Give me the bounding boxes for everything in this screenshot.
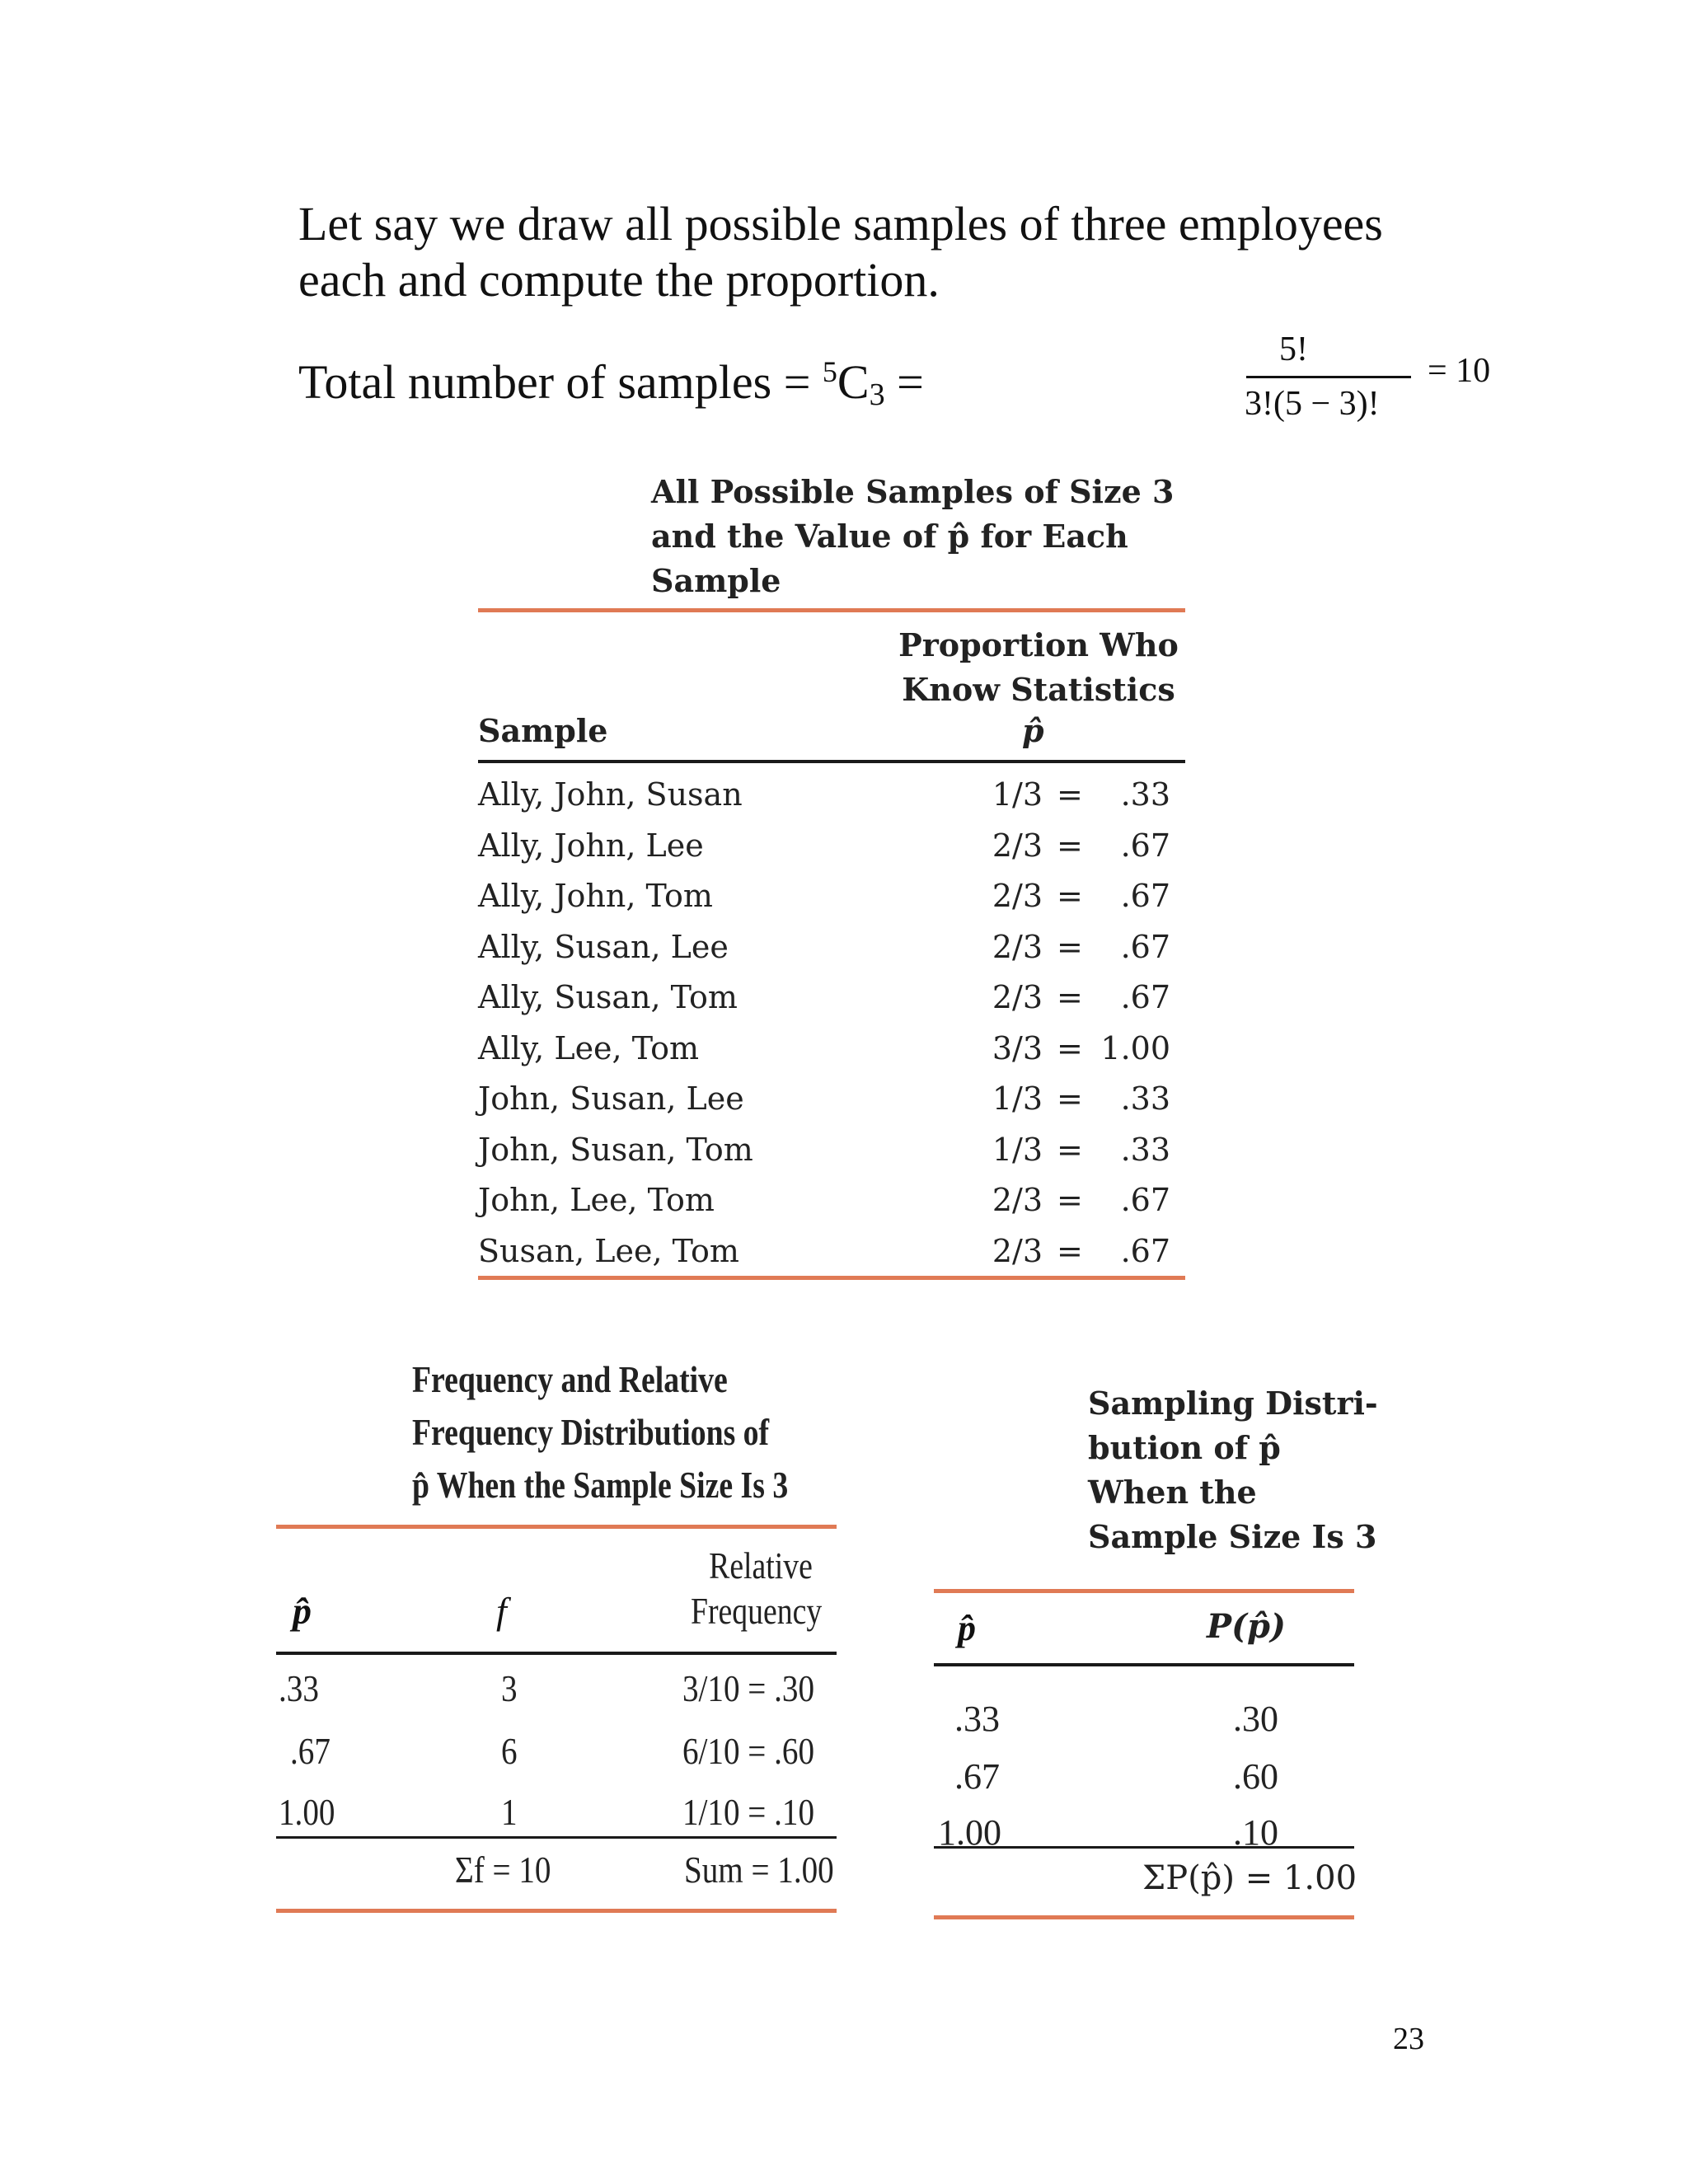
table3-top-rule	[934, 1589, 1354, 1593]
equals-cell: =	[1057, 827, 1083, 864]
sample-cell: Ally, Lee, Tom	[478, 1029, 700, 1066]
table1-header-phat: p̂	[1022, 712, 1044, 749]
fraction-cell: 2/3	[992, 827, 1043, 864]
fraction-cell: 1/3	[992, 1080, 1043, 1117]
fraction-cell: 2/3	[992, 878, 1043, 914]
equals-cell: =	[1057, 1080, 1083, 1117]
formula-lhs-text: Total number of samples =	[298, 355, 823, 409]
page-number: 23	[1393, 2022, 1424, 2056]
table3-sum: ΣP(p̂) = 1.00	[1142, 1859, 1357, 1897]
equals-cell: =	[1057, 979, 1083, 1015]
sample-cell: Susan, Lee, Tom	[478, 1232, 739, 1269]
fraction-cell: 2/3	[992, 1182, 1043, 1218]
fraction-cell: 2/3	[992, 979, 1043, 1015]
table3-p-cell: .60	[1233, 1756, 1278, 1797]
value-cell: 1.00	[1100, 1029, 1170, 1066]
equals-cell: =	[1057, 776, 1083, 813]
sample-cell: Ally, John, Tom	[478, 878, 713, 914]
table3-phat-cell: .33	[954, 1699, 1000, 1739]
combination-formula	[298, 330, 1491, 445]
value-cell: .67	[1120, 928, 1170, 965]
table3-caption: Sampling Distri-bution of p̂ When the Sample Size Is 3	[1088, 1385, 1378, 1555]
table3-phat-cell: 1.00	[938, 1812, 1001, 1853]
table2-header-relative: Relative	[709, 1544, 813, 1586]
table3-header-probability: P(p̂)	[1207, 1607, 1286, 1646]
table2-f-cell: 1	[501, 1791, 518, 1833]
table2-header-rule	[276, 1652, 837, 1655]
equals-cell: =	[1057, 1131, 1083, 1168]
table3-header-phat: p̂	[958, 1608, 976, 1648]
equals-cell: =	[1057, 1182, 1083, 1218]
table-row	[478, 1125, 1185, 1176]
sample-cell: Ally, Susan, Lee	[478, 928, 729, 965]
value-cell: .67	[1120, 1182, 1170, 1218]
value-cell: .33	[1120, 776, 1170, 813]
formula-denominator: 3!(5 − 3)!	[1245, 385, 1380, 423]
table3-bottom-rule	[934, 1915, 1354, 1919]
table2-sum-rule	[276, 1836, 837, 1839]
formula-equals: =	[884, 355, 924, 409]
table-row	[478, 770, 1185, 821]
value-cell: .67	[1120, 1232, 1170, 1269]
sample-cell: Ally, Susan, Tom	[478, 979, 738, 1015]
table1-header-proportion: Proportion Who Know Statistics	[898, 626, 1179, 708]
table1-header-rule	[478, 760, 1185, 763]
table1-bottom-rule	[478, 1276, 1185, 1280]
table2-phat-cell: .33	[279, 1667, 319, 1709]
fraction-cell: 1/3	[992, 776, 1043, 813]
sample-cell: John, Susan, Lee	[478, 1080, 744, 1117]
table1-top-rule	[478, 608, 1185, 612]
value-cell: .67	[1120, 878, 1170, 914]
formula-base: C	[837, 355, 870, 409]
formula-numerator: 5!	[1279, 330, 1308, 368]
table-row	[478, 1074, 1185, 1125]
equals-cell: =	[1057, 1029, 1083, 1066]
formula-result: = 10	[1428, 352, 1491, 390]
intro-paragraph: Let say we draw all possible samples of three employees each and compute the proportion.	[298, 197, 1383, 307]
table2-bottom-rule	[276, 1909, 837, 1913]
value-cell: .33	[1120, 1131, 1170, 1168]
table2-header-f: f	[496, 1590, 507, 1632]
fraction-cell: 3/3	[992, 1029, 1043, 1066]
equals-cell: =	[1057, 878, 1083, 914]
formula-fraction-bar	[1246, 376, 1411, 378]
table2-phat-cell: .67	[290, 1730, 331, 1772]
table1-header-sample: Sample	[478, 712, 608, 749]
table3-sum-rule	[934, 1846, 1354, 1849]
value-cell: .33	[1120, 1080, 1170, 1117]
value-cell: .67	[1120, 979, 1170, 1015]
table-row	[478, 1175, 1185, 1226]
value-cell: .67	[1120, 827, 1170, 864]
table3-header-rule	[934, 1663, 1354, 1666]
table1-body	[478, 770, 1185, 1277]
sample-cell: John, Susan, Tom	[478, 1131, 753, 1168]
sample-cell: John, Lee, Tom	[478, 1182, 715, 1218]
table-row	[478, 922, 1185, 973]
table-row	[478, 1226, 1185, 1277]
table2-f-cell: 3	[501, 1667, 518, 1709]
table2-sum-f: Σf = 10	[455, 1849, 551, 1891]
fraction-cell: 2/3	[992, 1232, 1043, 1269]
fraction-cell: 2/3	[992, 928, 1043, 965]
table-row	[478, 1024, 1185, 1075]
table3-p-cell: .30	[1233, 1699, 1278, 1739]
equals-cell: =	[1057, 1232, 1083, 1269]
table2-sum-rel: Sum = 1.00	[684, 1849, 834, 1891]
sample-cell: Ally, John, Lee	[478, 827, 704, 864]
table2-phat-cell: 1.00	[279, 1791, 335, 1833]
fraction-cell: 1/3	[992, 1131, 1043, 1168]
table2-f-cell: 6	[501, 1730, 518, 1772]
table3-p-cell: .10	[1233, 1812, 1278, 1853]
table2-header-phat: p̂	[293, 1590, 312, 1632]
formula-superscript: 5	[822, 355, 837, 388]
equals-cell: =	[1057, 928, 1083, 965]
table2-caption: Frequency and Relative Frequency Distributions of p̂ When the Sample Size Is 3	[412, 1358, 789, 1506]
table2-header-frequency: Frequency	[691, 1590, 823, 1632]
table-row	[478, 972, 1185, 1024]
table-row	[478, 821, 1185, 872]
table2-rel-cell: 3/10 = .30	[682, 1667, 814, 1709]
formula-lhs	[298, 354, 924, 410]
table-row	[478, 871, 1185, 922]
table2-rel-cell: 1/10 = .10	[682, 1791, 814, 1833]
table2-rel-cell: 6/10 = .60	[682, 1730, 814, 1772]
table2-top-rule	[276, 1525, 837, 1529]
formula-subscript: 3	[869, 377, 885, 412]
sample-cell: Ally, John, Susan	[478, 776, 743, 813]
table1-caption: All Possible Samples of Size 3 and the Value of p̂ for Each Sample	[651, 473, 1175, 599]
table3-phat-cell: .67	[954, 1756, 1000, 1797]
